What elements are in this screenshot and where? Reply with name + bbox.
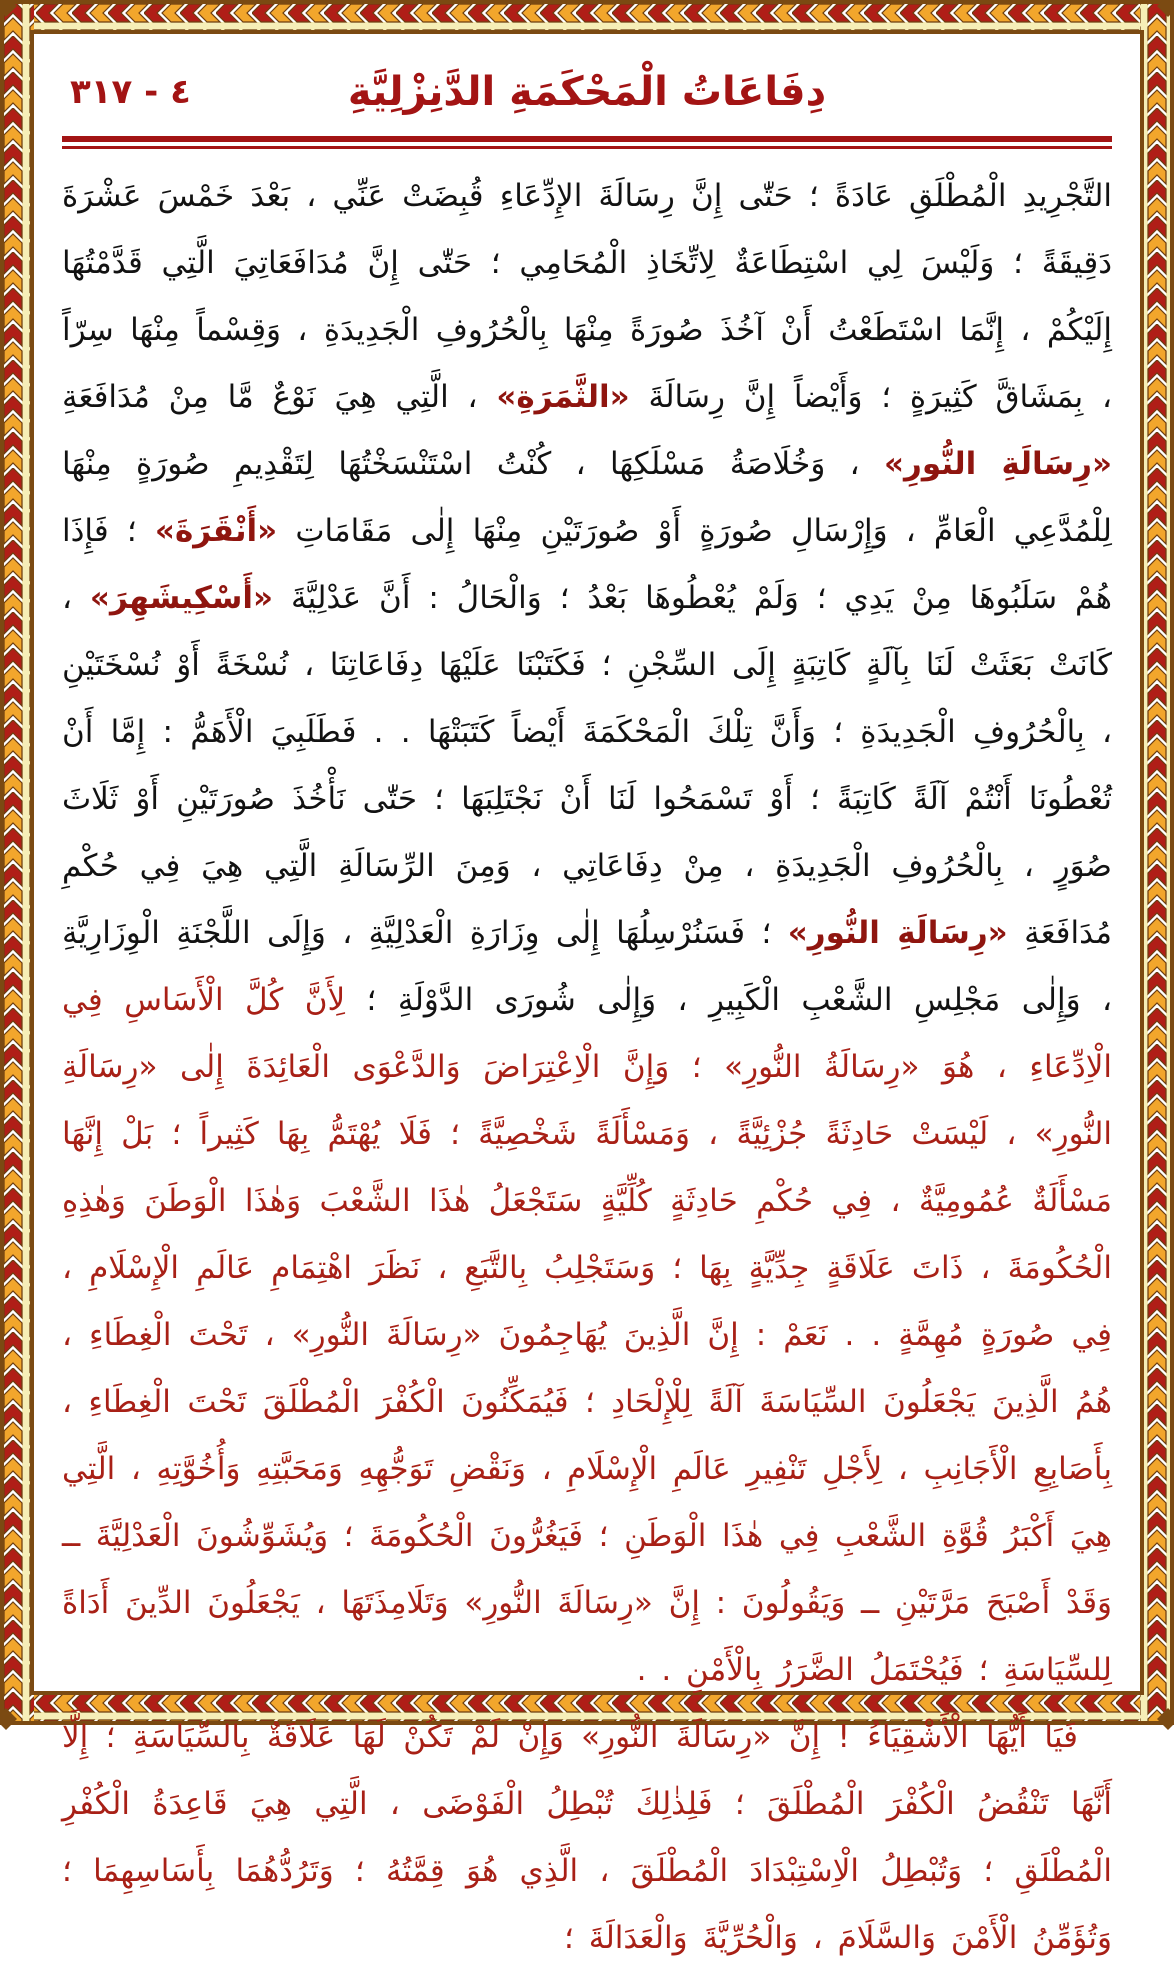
body-run: ، كَانَتْ بَعَثَتْ لَنَا بِآلَةٍ كَاتِبَةٍ إِلَى السِّجْنِ ؛ فَكَتَبْنَا عَلَيْهَا دِفَاعَاتِنَا ، نُسْخَةً أَوْ نُسْخَتَيْنِ ، بِالْحُرُوفِ الْجَدِيدَةِ ؛ وَأَنَّ تِلْكَ الْمَحْكَمَةَ أَيْضاً كَتَبَتْهَا . . فَطَلَبِيَ الْأَهَمُّ : إِمَّا أَنْ تُعْطُونَا أَنْتُمْ آلَةً كَاتِبَةً ؛ أَوْ تَسْمَحُوا لَنَا أَنْ نَجْتَلِبَهَا ؛ حَتّٰى نَأْخُذَ صُورَتَيْنِ أَوْ ثَلَاثَ صُوَرٍ ، بِالْحُرُوفِ الْجَدِيدَةِ ، مِنْ دِفَاعَاتِي ، وَمِنَ الرِّسَالَةِ الَّتِي هِيَ فِي حُكْمِ مُدَافَعَةِ <box>62 580 1112 951</box>
page-header <box>62 56 1112 128</box>
paragraph <box>62 163 1112 1704</box>
book-name-text: «رِسَالَةِ النُّورِ» <box>787 915 1008 951</box>
book-name-text: «الثَّمَرَةِ» <box>496 379 630 415</box>
body-run: التَّجْرِيدِ الْمُطْلَقِ عَادَةً ؛ حَتّٰى إِنَّ رِسَالَةَ الإِدِّعَاءِ قُبِضَتْ عَنِّي ، بَعْدَ خَمْسَ عَشْرَةَ دَقِيقَةً ؛ وَلَيْسَ لِي اسْتِطَاعَةٌ لِاتِّخَاذِ الْمُحَامِي ؛ حَتّٰى إِنَّ مُدَافَعَاتِيَ الَّتِي قَدَّمْتُهَا إِلَيْكُمْ ، إِنَّمَا اسْتَطَعْتُ أَنْ آخُذَ صُورَةً مِنْهَا بِالْحُرُوفِ الْجَدِيدَةِ ، وَقِسْماً مِنْهَا سِرّاً ، بِمَشَاقَّ كَثِيرَةٍ ؛ وَأَيْضاً إِنَّ رِسَالَةَ <box>62 178 1112 415</box>
book-name-text: «رِسَالَةِ النُّورِ» <box>884 446 1112 482</box>
body-run: ، الَّتِي هِيَ نَوْعٌ مَّا مِنْ مُدَافَعَةِ <box>62 379 497 415</box>
book-name-text: «أَنْقَرَةَ» <box>154 513 278 549</box>
page-content <box>36 36 1138 1956</box>
body-run: لِأَنَّ كُلَّ الْأَسَاسِ فِي الْاِدِّعَاءِ ، هُوَ «رِسَالَةُ النُّورِ» ؛ وَإِنَّ الْاِعْتِرَاضَ وَالدَّعْوَى الْعَائِدَةَ إِلٰى «رِسَالَةِ النُّورِ» ، لَيْسَتْ حَادِثَةً جُزْئِيَّةً ، وَمَسْأَلَةً شَخْصِيَّةً ؛ فَلَا يُهْتَمُّ بِهَا كَثِيراً ؛ بَلْ إِنَّهَا مَسْأَلَةٌ عُمُومِيَّةٌ ، فِي حُكْمِ حَادِثَةٍ كُلِّيَّةٍ سَتَجْعَلُ هٰذَا الشَّعْبَ وَهٰذَا الْوَطَنَ وَهٰذِهِ الْحُكُومَةَ ، ذَاتَ عَلَاقَةٍ جِدِّيَّةٍ بِهَا ؛ وَسَتَجْلِبُ بِالتَّبَعِ ، نَظَرَ اهْتِمَامِ عَالَمِ الْإِسْلَامِ ، فِي صُورَةٍ مُهِمَّةٍ . . نَعَمْ : إِنَّ الَّذِينَ يُهَاجِمُونَ «رِسَالَةَ النُّورِ» ، تَحْتَ الْغِطَاءِ ، هُمُ الَّذِينَ يَجْعَلُونَ السِّيَاسَةَ آلَةً لِلْإِلْحَادِ ؛ فَيُمَكِّنُونَ الْكُفْرَ الْمُطْلَقَ تَحْتَ الْغِطَاءِ ، بِأَصَابِعِ الْأَجَانِبِ ، لِأَجْلِ تَنْفِيرِ عَالَمِ الْإِسْلَامِ ، وَنَقْضِ تَوَجُّهِهِ وَمَحَبَّتِهِ وَأُخُوَّتِهِ ، الَّتِي هِيَ أَكْبَرُ قُوَّةِ الشَّعْبِ فِي هٰذَا الْوَطَنِ ؛ فَيَغُرُّونَ الْحُكُومَةَ ؛ وَيُشَوِّشُونَ الْعَدْلِيَّةَ ــ وَقَدْ أَصْبَحَ مَرَّتَيْنِ ــ وَيَقُولُونَ : إِنَّ «رِسَالَةَ النُّورِ» وَتَلَامِذَتَهَا ، يَجْعَلُونَ الدِّينَ أَدَاةً لِلسِّيَاسَةِ ؛ فَيُحْتَمَلُ الضَّرَرُ بِالْأَمْنِ . . <box>62 982 1112 1688</box>
body-text <box>62 163 1112 1972</box>
page-title: دِفَاعَاتُ الْمَحْكَمَةِ الدَّنِزْلِيَّةِ <box>347 69 827 115</box>
body-run: فَيَا أَيُّهَا الْأَشْقِيَاءُ ! إِنَّ «رِسَالَةَ النُّورِ» وَإِنْ لَمْ تَكُنْ لَهَا عَلَاقَةٌ بِالسِّيَاسَةِ ؛ إِلَّا أَنَّهَا تَنْقُضُ الْكُفْرَ الْمُطْلَقَ ؛ فَلِذٰلِكَ تُبْطِلُ الْفَوْضَى ، الَّتِي هِيَ قَاعِدَةُ الْكُفْرِ الْمُطْلَقِ ؛ وَتُبْطِلُ الْاِسْتِبْدَادَ الْمُطْلَقَ ، الَّذِي هُوَ قِمَّتُهُ ؛ وَتَرُدُّهُمَا بِأَسَاسِهِمَا ؛ وَتُؤَمِّنُ الْأَمْنَ وَالسَّلَامَ ، وَالْحُرِّيَّةَ وَالْعَدَالَةَ ؛ <box>62 1719 1112 1956</box>
body-run: ؛ فَإِذَا هُمْ سَلَبُوهَا مِنْ يَدِي ؛ وَلَمْ يُعْطُوهَا بَعْدُ ؛ وَالْحَالُ : أَنَّ عَدْلِيَّةَ <box>62 513 1112 616</box>
body-run: ، وَخُلَاصَةُ مَسْلَكِهَا ، كُنْتُ اسْتَنْسَخْتُهَا لِتَقْدِيمِ صُورَةٍ مِنْهَا لِلْمُدَّعِي الْعَامِّ ، وَإِرْسَالِ صُورَةٍ أَوْ صُورَتَيْنِ مِنْهَا إِلٰى مَقَامَاتِ <box>62 446 1112 549</box>
book-name-text: «أَسْكِيشَهِرَ» <box>89 580 274 616</box>
header-rule <box>62 136 1112 149</box>
body-run: ؛ فَسَنُرْسِلُهَا إِلٰى وِزَارَةِ الْعَدْلِيَّةِ ، وَإِلَى اللَّجْنَةِ الْوِزَارِيَّةِ ، وَإِلٰى مَجْلِسِ الشَّعْبِ الْكَبِيرِ ، وَإِلٰى شُورَى الدَّوْلَةِ ؛ <box>62 915 1112 1018</box>
page-number: ٤ - ٣١٧ <box>70 72 191 112</box>
paragraph <box>62 1704 1112 1972</box>
